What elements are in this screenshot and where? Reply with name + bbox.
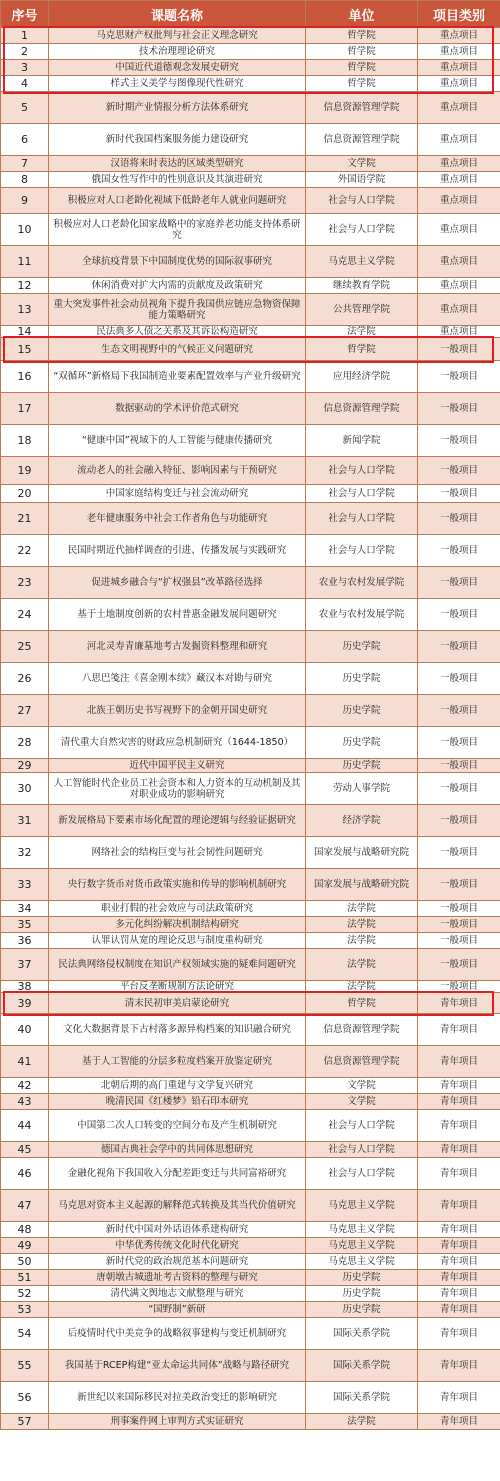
table-row [1,1286,500,1302]
cell-index: 12 [1,278,49,294]
cell-unit: 马克思主义学院 [306,1238,418,1254]
cell-index: 50 [1,1254,49,1270]
table-row [1,1382,500,1414]
cell-index: 49 [1,1238,49,1254]
cell-category: 重点项目 [418,172,500,188]
table-row [1,1414,500,1430]
table-row [1,214,500,246]
table-row [1,457,500,485]
cell-index: 42 [1,1078,49,1094]
cell-unit: 文学院 [306,156,418,172]
table-row [1,246,500,278]
cell-index: 40 [1,1014,49,1046]
cell-index: 2 [1,44,49,60]
table-body [1,28,500,1430]
cell-title: 北朝后期的高门重建与文学复兴研究 [49,1078,306,1094]
table-row [1,663,500,695]
cell-category: 重点项目 [418,28,500,44]
cell-index: 9 [1,188,49,214]
cell-unit: 信息资源管理学院 [306,393,418,425]
cell-category: 青年项目 [418,1190,500,1222]
cell-unit: 哲学院 [306,44,418,60]
cell-category: 重点项目 [418,76,500,92]
cell-unit: 历史学院 [306,727,418,759]
cell-category: 重点项目 [418,124,500,156]
cell-unit: 公共管理学院 [306,294,418,326]
cell-title: 多元化纠纷解决机制结构研究 [49,917,306,933]
cell-title: 样式主义美学与图像现代性研究 [49,76,306,92]
cell-index: 26 [1,663,49,695]
cell-index: 37 [1,949,49,981]
cell-title: 中国家庭结构变迁与社会流动研究 [49,485,306,503]
cell-unit: 马克思主义学院 [306,1254,418,1270]
cell-index: 6 [1,124,49,156]
cell-category: 重点项目 [418,188,500,214]
cell-category: 一般项目 [418,599,500,631]
header-category: 项目类别 [418,1,500,28]
cell-title: 马克思财产权批判与社会正义理念研究 [49,28,306,44]
cell-category: 青年项目 [418,1158,500,1190]
table-row [1,92,500,124]
header-index: 序号 [1,1,49,28]
cell-unit: 外国语学院 [306,172,418,188]
cell-title: 新世纪以来国际移民对拉美政治变迁的影响研究 [49,1382,306,1414]
table-row [1,393,500,425]
table-row [1,599,500,631]
cell-category: 一般项目 [418,457,500,485]
table-row [1,949,500,981]
cell-index: 51 [1,1270,49,1286]
cell-title: 新时代中国对外话语体系建构研究 [49,1222,306,1238]
cell-title: 流动老人的社会融入特征、影响因素与干预研究 [49,457,306,485]
cell-unit: 哲学院 [306,28,418,44]
cell-category: 青年项目 [418,1302,500,1318]
cell-unit: 社会与人口学院 [306,214,418,246]
table-row [1,172,500,188]
cell-title: 认罪认罚从宽的理论反思与制度重构研究 [49,933,306,949]
cell-title: 民国时期近代抽样调查的引进、传播发展与实践研究 [49,535,306,567]
cell-title: 刑事案件网上审判方式实证研究 [49,1414,306,1430]
cell-index: 56 [1,1382,49,1414]
cell-unit: 法学院 [306,917,418,933]
cell-unit: 新闻学院 [306,425,418,457]
cell-index: 19 [1,457,49,485]
cell-category: 一般项目 [418,949,500,981]
cell-title: 积极应对人口老龄化视域下低龄老年人就业问题研究 [49,188,306,214]
table-row [1,631,500,663]
cell-category: 一般项目 [418,631,500,663]
header-title: 课题名称 [49,1,306,28]
cell-unit: 国际关系学院 [306,1350,418,1382]
cell-unit: 法学院 [306,326,418,338]
cell-title: 近代中国平民主义研究 [49,759,306,773]
cell-category: 一般项目 [418,917,500,933]
cell-index: 53 [1,1302,49,1318]
table-row [1,759,500,773]
table-row [1,1094,500,1110]
cell-title: 清代重大自然灾害的财政应急机制研究（1644-1850） [49,727,306,759]
cell-title: 文化大数据背景下古村落多源异构档案的知识融合研究 [49,1014,306,1046]
table-row [1,1270,500,1286]
cell-title: 数据驱动的学术评价范式研究 [49,393,306,425]
cell-title: 积极应对人口老龄化国家战略中的家庭养老功能支持体系研究 [49,214,306,246]
cell-unit: 文学院 [306,1094,418,1110]
cell-index: 13 [1,294,49,326]
cell-category: 青年项目 [418,1270,500,1286]
table-row [1,124,500,156]
cell-category: 青年项目 [418,1286,500,1302]
table-row [1,1302,500,1318]
cell-index: 31 [1,805,49,837]
table-row [1,60,500,76]
cell-title: 金融化视角下我国收入分配差距变迁与共同富裕研究 [49,1158,306,1190]
table-row [1,1222,500,1238]
cell-unit: 社会与人口学院 [306,1158,418,1190]
cell-unit: 社会与人口学院 [306,503,418,535]
cell-title: 央行数字货币对货币政策实施和传导的影响机制研究 [49,869,306,901]
table-row [1,76,500,92]
cell-unit: 国家发展与战略研究院 [306,837,418,869]
cell-category: 一般项目 [418,805,500,837]
cell-index: 14 [1,326,49,338]
cell-unit: 农业与农村发展学院 [306,567,418,599]
cell-category: 青年项目 [418,1078,500,1094]
cell-category: 一般项目 [418,485,500,503]
cell-index: 39 [1,993,49,1014]
table-row [1,695,500,727]
cell-category: 青年项目 [418,1014,500,1046]
cell-title: 老年健康服务中社会工作者角色与功能研究 [49,503,306,535]
cell-unit: 历史学院 [306,663,418,695]
cell-category: 重点项目 [418,278,500,294]
cell-category: 重点项目 [418,246,500,278]
cell-title: 职业打假的社会效应与司法政策研究 [49,901,306,917]
cell-title: 河北灵寿青廉墓地考古发掘资料整理和研究 [49,631,306,663]
cell-unit: 历史学院 [306,1270,418,1286]
table-row [1,425,500,457]
cell-title: 我国基于RCEP构建“亚太命运共同体”战略与路径研究 [49,1350,306,1382]
cell-unit: 国际关系学院 [306,1382,418,1414]
cell-title: 新时期产业情报分析方法体系研究 [49,92,306,124]
cell-category: 一般项目 [418,338,500,361]
cell-index: 54 [1,1318,49,1350]
cell-unit: 法学院 [306,1414,418,1430]
cell-category: 青年项目 [418,1254,500,1270]
cell-title: 重大突发事件社会动员视角下提升我国供应链应急物资保障能力策略研究 [49,294,306,326]
cell-unit: 信息资源管理学院 [306,1046,418,1078]
table-row [1,773,500,805]
cell-title: 唐朝墩古城遗址考古资料的整理与研究 [49,1270,306,1286]
cell-unit: 马克思主义学院 [306,1222,418,1238]
cell-unit: 信息资源管理学院 [306,92,418,124]
cell-unit: 马克思主义学院 [306,246,418,278]
cell-title: 清末民初审美启蒙论研究 [49,993,306,1014]
cell-title: 后疫情时代中美竞争的战略叙事建构与变迁机制研究 [49,1318,306,1350]
table-row [1,1254,500,1270]
cell-unit: 哲学院 [306,60,418,76]
cell-unit: 社会与人口学院 [306,457,418,485]
cell-title: 促进城乡融合与“扩权强县”改革路径选择 [49,567,306,599]
table-row [1,1142,500,1158]
cell-title: 晚清民国《红楼梦》铅石印本研究 [49,1094,306,1110]
cell-index: 18 [1,425,49,457]
table-row [1,1318,500,1350]
cell-unit: 马克思主义学院 [306,1190,418,1222]
cell-index: 44 [1,1110,49,1142]
cell-unit: 历史学院 [306,631,418,663]
cell-unit: 历史学院 [306,759,418,773]
table-row [1,1238,500,1254]
table-row [1,485,500,503]
table-row [1,1158,500,1190]
cell-title: 生态文明视野中的气候正义问题研究 [49,338,306,361]
cell-title: 基于人工智能的分层多粒度档案开放鉴定研究 [49,1046,306,1078]
table-row [1,188,500,214]
cell-index: 15 [1,338,49,361]
cell-title: 技术治理理论研究 [49,44,306,60]
cell-category: 一般项目 [418,981,500,993]
cell-unit: 应用经济学院 [306,361,418,393]
table-row [1,156,500,172]
cell-index: 27 [1,695,49,727]
cell-category: 青年项目 [418,1350,500,1382]
table-row [1,917,500,933]
cell-index: 33 [1,869,49,901]
cell-index: 30 [1,773,49,805]
cell-index: 24 [1,599,49,631]
cell-unit: 农业与农村发展学院 [306,599,418,631]
cell-title: 网络社会的结构巨变与社会韧性问题研究 [49,837,306,869]
table-row [1,1014,500,1046]
cell-title: 新时代党的政治规范基本问题研究 [49,1254,306,1270]
cell-index: 23 [1,567,49,599]
header-unit: 单位 [306,1,418,28]
table-row [1,1046,500,1078]
cell-index: 32 [1,837,49,869]
cell-unit: 哲学院 [306,76,418,92]
cell-title: 中国近代道德观念发展史研究 [49,60,306,76]
table-row [1,1078,500,1094]
cell-unit: 历史学院 [306,1286,418,1302]
cell-title: “健康中国”视域下的人工智能与健康传播研究 [49,425,306,457]
cell-unit: 劳动人事学院 [306,773,418,805]
cell-unit: 继续教育学院 [306,278,418,294]
cell-category: 重点项目 [418,60,500,76]
cell-unit: 法学院 [306,949,418,981]
table-row [1,44,500,60]
cell-unit: 社会与人口学院 [306,485,418,503]
cell-unit: 哲学院 [306,338,418,361]
cell-category: 青年项目 [418,1414,500,1430]
cell-category: 一般项目 [418,663,500,695]
cell-index: 16 [1,361,49,393]
cell-category: 重点项目 [418,294,500,326]
cell-category: 一般项目 [418,759,500,773]
cell-unit: 信息资源管理学院 [306,124,418,156]
cell-category: 一般项目 [418,837,500,869]
cell-title: 中华优秀传统文化时代化研究 [49,1238,306,1254]
table-row [1,338,500,361]
cell-index: 36 [1,933,49,949]
cell-category: 一般项目 [418,727,500,759]
cell-index: 17 [1,393,49,425]
cell-title: 休闲消费对扩大内需的贡献度及政策研究 [49,278,306,294]
table-row [1,278,500,294]
table-row [1,361,500,393]
cell-unit: 历史学院 [306,1302,418,1318]
cell-category: 重点项目 [418,326,500,338]
cell-index: 48 [1,1222,49,1238]
cell-title: “国野制”新研 [49,1302,306,1318]
cell-category: 一般项目 [418,901,500,917]
cell-unit: 历史学院 [306,695,418,727]
cell-unit: 法学院 [306,901,418,917]
cell-index: 52 [1,1286,49,1302]
cell-unit: 信息资源管理学院 [306,1014,418,1046]
table-row [1,1190,500,1222]
table-row [1,901,500,917]
cell-unit: 哲学院 [306,993,418,1014]
cell-index: 10 [1,214,49,246]
cell-category: 一般项目 [418,933,500,949]
cell-category: 一般项目 [418,773,500,805]
cell-title: 清代满文舆地志文献整理与研究 [49,1286,306,1302]
table-row [1,869,500,901]
table-row [1,727,500,759]
cell-index: 20 [1,485,49,503]
cell-category: 一般项目 [418,535,500,567]
cell-category: 青年项目 [418,1142,500,1158]
cell-category: 青年项目 [418,1238,500,1254]
table-row [1,993,500,1014]
cell-category: 青年项目 [418,1222,500,1238]
cell-category: 青年项目 [418,1318,500,1350]
cell-category: 一般项目 [418,567,500,599]
cell-index: 57 [1,1414,49,1430]
table-header-row [1,1,500,28]
cell-title: 新发展格局下要素市场化配置的理论逻辑与经验证据研究 [49,805,306,837]
cell-index: 7 [1,156,49,172]
cell-unit: 法学院 [306,933,418,949]
cell-title: “双循环”新格局下我国制造业要素配置效率与产业升级研究 [49,361,306,393]
cell-index: 1 [1,28,49,44]
cell-category: 青年项目 [418,1110,500,1142]
cell-title: 基于土地制度创新的农村普惠金融发展问题研究 [49,599,306,631]
table-row [1,1350,500,1382]
cell-title: 俄国女性写作中的性别意识及其演进研究 [49,172,306,188]
cell-index: 11 [1,246,49,278]
cell-category: 一般项目 [418,361,500,393]
table-row [1,535,500,567]
cell-index: 46 [1,1158,49,1190]
cell-category: 一般项目 [418,393,500,425]
cell-index: 34 [1,901,49,917]
cell-title: 北族王朝历史书写视野下的金朝开国史研究 [49,695,306,727]
cell-title: 平台反垄断规制方法论研究 [49,981,306,993]
cell-index: 45 [1,1142,49,1158]
cell-unit: 社会与人口学院 [306,535,418,567]
cell-unit: 国际关系学院 [306,1318,418,1350]
table-row [1,567,500,599]
cell-index: 25 [1,631,49,663]
cell-index: 28 [1,727,49,759]
cell-title: 全球抗疫背景下中国制度优势的国际叙事研究 [49,246,306,278]
table-row [1,503,500,535]
cell-category: 一般项目 [418,695,500,727]
cell-index: 21 [1,503,49,535]
table-row [1,981,500,993]
cell-category: 一般项目 [418,869,500,901]
cell-index: 38 [1,981,49,993]
table-row [1,28,500,44]
cell-title: 马克思对资本主义起源的解释范式转换及其当代价值研究 [49,1190,306,1222]
table-row [1,1110,500,1142]
cell-index: 55 [1,1350,49,1382]
cell-title: 人工智能时代企业员工社会资本和人力资本的互动机制及其对职业成功的影响研究 [49,773,306,805]
cell-unit: 国家发展与战略研究院 [306,869,418,901]
cell-unit: 法学院 [306,981,418,993]
cell-title: 民法典多人债之关系及其诉讼构造研究 [49,326,306,338]
table-row [1,805,500,837]
cell-unit: 经济学院 [306,805,418,837]
cell-index: 5 [1,92,49,124]
cell-index: 47 [1,1190,49,1222]
cell-index: 35 [1,917,49,933]
cell-category: 一般项目 [418,503,500,535]
cell-unit: 社会与人口学院 [306,188,418,214]
cell-category: 重点项目 [418,214,500,246]
table-row [1,294,500,326]
table-row [1,326,500,338]
cell-index: 3 [1,60,49,76]
cell-index: 41 [1,1046,49,1078]
cell-category: 青年项目 [418,1046,500,1078]
table-row [1,933,500,949]
cell-category: 重点项目 [418,44,500,60]
cell-index: 22 [1,535,49,567]
cell-title: 中国第二次人口转变的空间分布及产生机制研究 [49,1110,306,1142]
cell-title: 德国古典社会学中的共同体思想研究 [49,1142,306,1158]
cell-category: 青年项目 [418,1094,500,1110]
cell-index: 29 [1,759,49,773]
cell-unit: 社会与人口学院 [306,1142,418,1158]
cell-category: 重点项目 [418,92,500,124]
cell-unit: 社会与人口学院 [306,1110,418,1142]
cell-category: 青年项目 [418,993,500,1014]
cell-title: 八思巴笺注《喜金刚本续》藏汉本对勘与研究 [49,663,306,695]
cell-category: 一般项目 [418,425,500,457]
cell-unit: 文学院 [306,1078,418,1094]
cell-title: 新时代我国档案服务能力建设研究 [49,124,306,156]
cell-category: 重点项目 [418,156,500,172]
cell-title: 汉语将来时表达的区域类型研究 [49,156,306,172]
cell-index: 43 [1,1094,49,1110]
cell-title: 民法典网络侵权制度在知识产权领域实施的疑难问题研究 [49,949,306,981]
cell-index: 8 [1,172,49,188]
table-row [1,837,500,869]
cell-category: 青年项目 [418,1382,500,1414]
cell-index: 4 [1,76,49,92]
